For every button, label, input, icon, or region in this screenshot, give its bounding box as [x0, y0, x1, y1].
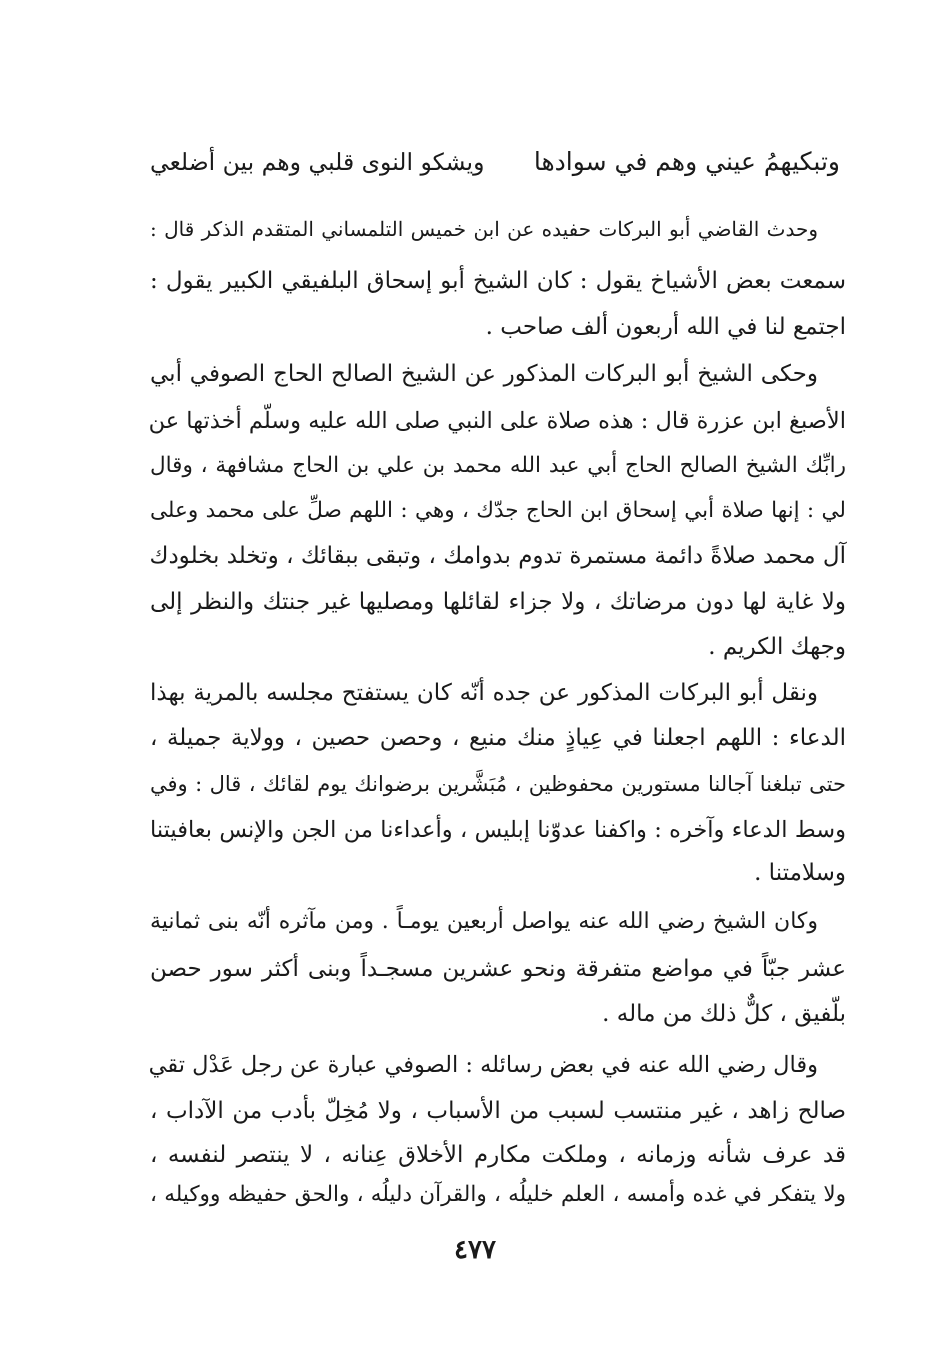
text-line: وسط الدعاء وآخره : واكفنا عدوّنا إبليس ، وأعداءنا من الجن والإنس بعافيتنا [150, 817, 846, 843]
text-line: وقال رضي الله عنه في بعض رسائله : الصوفي عبارة عن رجل عَدْل تقي [148, 1052, 818, 1078]
text-line: ونقل أبو البركات المذكور عن جده أنّه كان يستفتح مجلسه بالمرية بهذا [150, 680, 818, 706]
text-line: الدعاء : اللهم اجعلنا في عِياذٍ منك منيع ، وحصن حصين ، وولاية جميلة ، [150, 725, 846, 751]
text-line: عشر جبّاً في مواضع متفرقة ونحو عشرين مسجـداً وبنى أكثر سور حصن [150, 956, 846, 982]
text-line: حتى تبلغنا آجالنا مستورين محفوظين ، مُبَشَّرين برضوانك يوم لقائك ، قال : وفي [150, 772, 846, 796]
text-line: الأصبغ ابن عزرة قال : هذه صلاة على النبي صلى الله عليه وسلّم أخذتها عن [148, 408, 846, 434]
text-line: آل محمد صلاةً دائمة مستمرة تدوم بدوامك ، وتبقى ببقائك ، وتخلد بخلودك [149, 543, 846, 569]
text-line: ولا يتفكر في غده وأمسه ، العلم خليلُه ، والقرآن دليلُه ، والحق حفيظه ووكيله ، [150, 1182, 846, 1207]
page-number: ٤٧٧ [454, 1235, 496, 1265]
text-line: وجهك الكريم . [708, 634, 846, 660]
text-line: قد عرف شأنه وزمانه ، وملكت مكارم الأخلاق عِنانه ، لا ينتصر لنفسه ، [150, 1142, 846, 1168]
text-line: صالح زاهد ، غير منتسب لسبب من الأسباب ، ولا مُخِلّ بأدب من الآداب ، [150, 1098, 846, 1124]
text-line: رابِّك الشيخ الصالح الحاج أبي عبد الله محمد بن علي بن الحاج مشافهة ، وقال [150, 453, 846, 478]
text-line: وحكى الشيخ أبو البركات المذكور عن الشيخ الصالح الحاج الصوفي أبي [150, 361, 818, 387]
text-line: وكان الشيخ رضي الله عنه يواصل أربعين يومـاً . ومن مآثره أنّه بنى ثمانية [150, 909, 818, 934]
verse-second-hemistich: ويشكو النوى قلبي وهم بين أضلعي [150, 148, 485, 176]
text-line: وسلامتنا . [754, 860, 846, 886]
verse-first-hemistich: وتبكيهمُ عيني وهم في سوادها [533, 147, 840, 176]
poetry-verse [150, 140, 840, 184]
text-line: لي : إنها صلاة أبي إسحاق ابن الحاج جدّك ، وهي : اللهم صلِّ على محمد وعلى [150, 498, 846, 523]
text-line: وحدث القاضي أبو البركات حفيده عن ابن خميس التلمساني المتقدم الذكر قال : [150, 217, 818, 241]
text-line: بلّفيق ، كلٌّ ذلك من ماله . [602, 1001, 846, 1027]
text-line: ولا غاية لها دون مرضاتك ، ولا جزاء لقائلها ومصليها غير جنتك والنظر إلى [150, 589, 846, 615]
text-line: سمعت بعض الأشياخ يقول : كان الشيخ أبو إسحاق البلفيقي الكبير يقول : [150, 268, 846, 294]
text-line: اجتمع لنا في الله أربعون ألف صاحب . [485, 314, 846, 340]
